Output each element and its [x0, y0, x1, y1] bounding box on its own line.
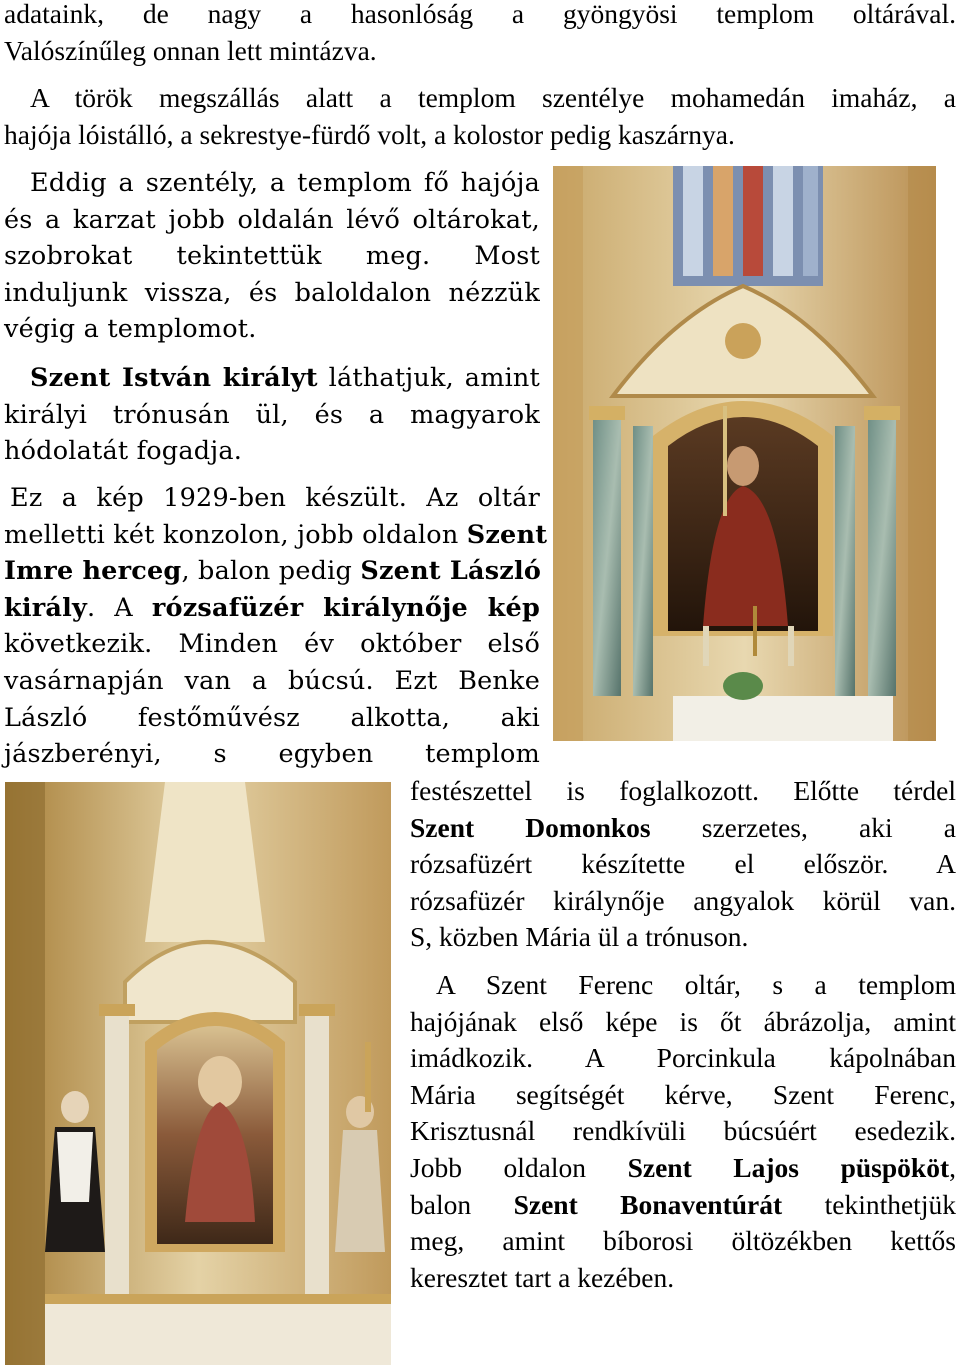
bold-term: Szent Bonaventúrát: [513, 1188, 783, 1220]
text-line: keresztet tart a kezében.: [410, 1261, 675, 1293]
text-line: László festőművész alkotta, aki: [4, 702, 540, 733]
text-line: S, közben Mária ül a trónuson.: [410, 921, 749, 953]
bold-term: Szent Domonkos: [410, 811, 651, 843]
text-line: melletti két konzolon, jobb oldalon Szent: [4, 519, 548, 550]
text-line: Szent István királyt láthatjuk, amint: [30, 363, 541, 393]
text-line: rózsafüzér királynője angyalok körül van.: [410, 884, 956, 916]
altar-illustration: [553, 166, 936, 741]
text-line: királyi trónusán ül, és a magyarok: [4, 399, 540, 430]
text-line: következik. Minden év október első: [4, 629, 540, 660]
paragraph-sanctuary: [4, 165, 540, 348]
text-line: induljunk vissza, és baloldalon nézzük: [4, 277, 540, 308]
text-line: Szent Domonkos szerzetes, aki a: [410, 811, 956, 843]
text-line: jászberényi, s egyben templom: [4, 739, 540, 770]
text-line: király. A rózsafüzér királynője kép: [4, 592, 540, 623]
saint-stephen-altar-photo: [553, 166, 936, 741]
bold-term: Szent István királyt: [30, 363, 318, 393]
rosary-altar-photo: [5, 782, 391, 1365]
bold-term: rózsafüzér királynője kép: [151, 592, 540, 623]
text-line: balon Szent Bonaventúrát tekinthetjük: [410, 1188, 956, 1220]
text-line: hajójának első képe is őt ábrázolja, amint: [410, 1005, 956, 1037]
text-line: Mária segítségét kérve, Szent Ferenc,: [410, 1078, 956, 1110]
text-line: adataink, de nagy a hasonlóság a gyöngyösi templom oltárával.: [4, 0, 956, 29]
bold-term: király: [4, 592, 88, 623]
paragraph-saint-francis: [410, 967, 956, 1296]
text-line: szobrokat tekintettük meg. Most: [4, 241, 540, 272]
bold-term: Szent: [466, 519, 548, 550]
text-line: Jobb oldalon Szent Lajos püspököt,: [410, 1151, 956, 1183]
text-line: festészettel is foglalkozott. Előtte térdel: [410, 775, 956, 806]
bold-term: Imre herceg: [4, 556, 182, 587]
text-line: A Szent Ferenc oltár, s a templom: [436, 969, 956, 1000]
text-line: meg, amint bíborosi öltözékben kettős: [410, 1225, 956, 1257]
text-line: Krisztusnál rendkívüli búcsúért esedezik.: [410, 1115, 956, 1147]
paragraph-saint-stephen: [4, 360, 540, 470]
bold-term: Szent László: [360, 556, 542, 587]
bold-term: Szent Lajos püspököt: [627, 1151, 950, 1183]
text-line: és a karzat jobb oldalán lévő oltárokat,: [4, 204, 540, 235]
text-line: A török megszállás alatt a templom szentélye mohamedán imaház, a: [30, 82, 956, 113]
text-line: Valószínűleg onnan lett mintázva.: [4, 34, 377, 66]
text-line: végig a templomot.: [4, 314, 257, 345]
paragraph-turkish-occupation: [4, 80, 956, 153]
text-line: vasárnapján van a búcsú. Ezt Benke: [4, 665, 540, 696]
text-line: Ez a kép 1929-ben készült. Az oltár: [10, 483, 540, 513]
text-line: Imre herceg, balon pedig Szent László: [4, 556, 542, 587]
text-line: hajója lóistálló, a sekrestye-fürdő volt, a kolostor pedig kaszárnya.: [4, 118, 735, 150]
text-line: Eddig a szentély, a templom fő hajója: [30, 168, 540, 198]
text-line: imádkozik. A Porcinkula kápolnában: [410, 1042, 956, 1074]
paragraph-painting-1929: [4, 480, 548, 773]
paragraph-painting-continued: [410, 773, 956, 956]
text-line: hódolatát fogadja.: [4, 436, 243, 467]
paragraph-continuation: [4, 0, 956, 69]
text-line: rózsafüzért készítette el először. A: [410, 848, 956, 880]
altar-illustration: [5, 782, 391, 1365]
